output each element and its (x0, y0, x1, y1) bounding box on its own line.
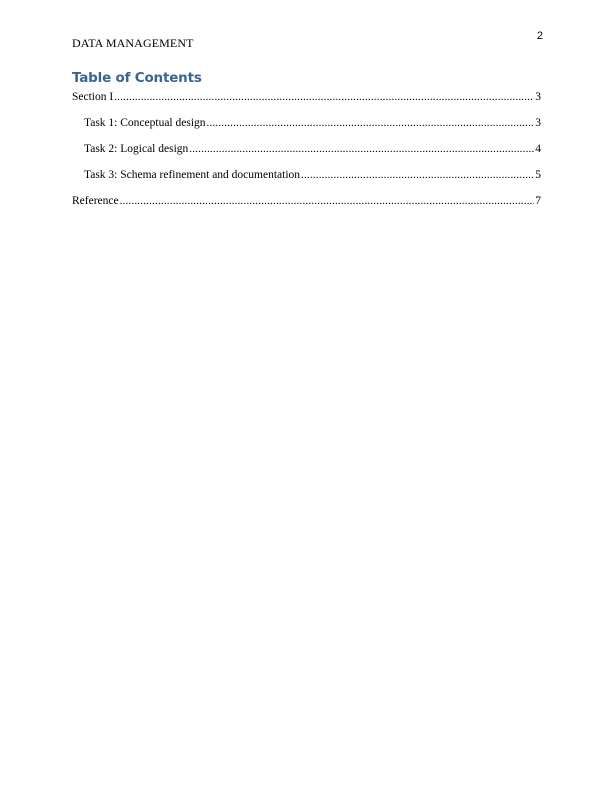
page-number: 2 (536, 30, 543, 42)
toc-entry-page: 3 (535, 117, 541, 129)
toc-entry-label: Task 1: Conceptual design (84, 117, 206, 129)
toc-dot-leader (120, 195, 535, 208)
toc-entry-label: Task 3: Schema refinement and documentation (84, 169, 301, 181)
toc-dot-leader (114, 91, 534, 104)
toc-entry-label: Task 2: Logical design (84, 143, 189, 155)
running-head: DATA MANAGEMENT (72, 36, 194, 50)
toc-dot-leader (207, 117, 535, 130)
toc-entry-reference[interactable] (72, 195, 541, 208)
toc-entry-page: 3 (535, 91, 541, 103)
toc-entry-task-3[interactable] (72, 169, 541, 182)
toc-entry-task-1[interactable] (72, 117, 541, 130)
toc-entry-label: Reference (72, 195, 119, 207)
toc-entry-page: 7 (535, 195, 541, 207)
toc-entry-page: 4 (535, 143, 541, 155)
toc-dot-leader (189, 143, 534, 156)
table-of-contents (72, 91, 541, 208)
toc-entry-section-i[interactable] (72, 91, 541, 104)
toc-entry-label: Section I (72, 91, 114, 103)
toc-entry-task-2[interactable] (72, 143, 541, 156)
toc-entry-page: 5 (535, 169, 541, 181)
toc-title: Table of Contents (72, 70, 202, 86)
toc-dot-leader (301, 169, 534, 182)
